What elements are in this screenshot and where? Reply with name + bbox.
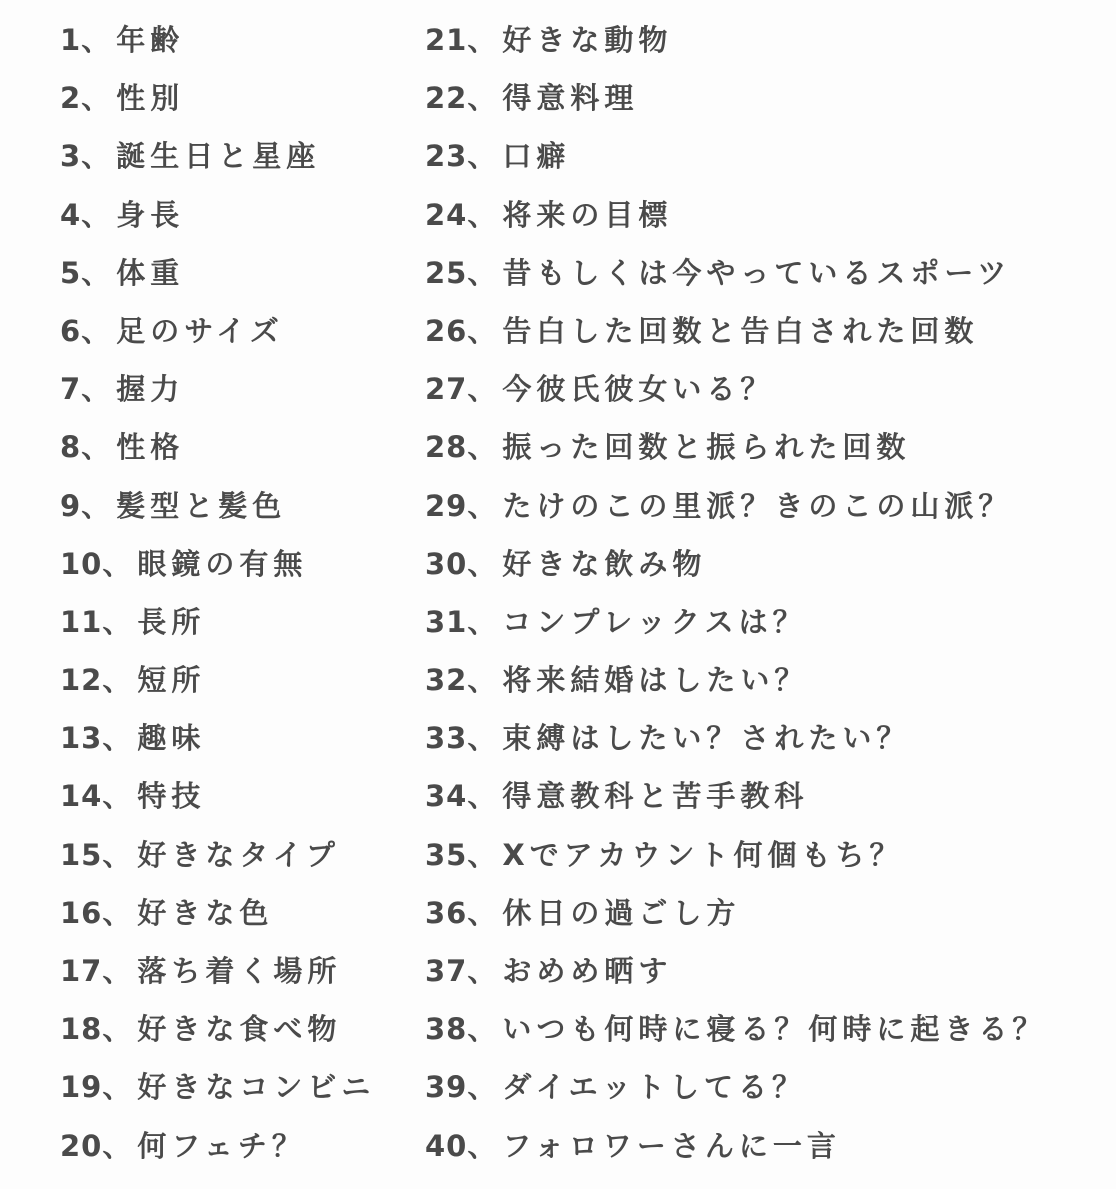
question-text: 好きな色: [137, 895, 274, 930]
question-text: 体重: [116, 255, 185, 290]
question-text: いつも何時に寝る？何時に起きる？: [502, 1012, 1047, 1047]
question-number: 30: [425, 546, 468, 581]
question-number: 6: [60, 313, 82, 348]
question-number: 18: [60, 1012, 103, 1047]
question-item: [425, 418, 1105, 476]
question-separator: 、: [102, 1128, 138, 1163]
question-text: たけのこの里派？きのこの山派？: [502, 488, 1013, 523]
question-separator: 、: [467, 255, 503, 290]
question-number: 16: [60, 895, 103, 930]
question-text: 落ち着く場所: [137, 954, 342, 988]
question-number: 4: [60, 197, 82, 232]
question-text: 休日の過ごし方: [502, 895, 741, 930]
question-text: 足のサイズ: [116, 313, 284, 348]
question-item: [425, 942, 1105, 1000]
question-item: [60, 186, 410, 244]
question-text: 好きな飲み物: [502, 546, 707, 581]
question-item: [60, 69, 410, 127]
question-item: [425, 360, 1105, 418]
question-item: [60, 651, 410, 709]
question-item: [60, 826, 410, 884]
question-text: 好きな動物: [502, 23, 673, 57]
question-item: [425, 1000, 1105, 1058]
question-separator: 、: [467, 139, 503, 174]
question-item: [425, 11, 1105, 69]
question-number: 27: [425, 372, 468, 407]
question-item: [425, 477, 1105, 535]
question-text: 好きなタイプ: [137, 837, 340, 872]
question-item: [60, 884, 410, 942]
question-separator: 、: [102, 895, 138, 930]
question-separator: 、: [467, 779, 503, 814]
question-separator: 、: [467, 488, 503, 523]
question-item: [425, 651, 1105, 709]
question-text: 好きなコンビニ: [137, 1070, 376, 1105]
question-separator: 、: [467, 721, 503, 756]
question-number: 25: [425, 255, 468, 290]
question-item: [425, 826, 1105, 884]
question-text: 将来の目標: [502, 197, 673, 232]
question-number: 12: [60, 663, 103, 698]
question-separator: 、: [467, 546, 503, 581]
question-number: 13: [60, 721, 103, 756]
question-separator: 、: [81, 430, 117, 465]
question-number: 37: [425, 954, 468, 988]
question-number: 40: [425, 1128, 468, 1163]
question-item: [60, 127, 410, 185]
question-number: 20: [60, 1128, 103, 1163]
question-text: 特技: [137, 779, 206, 814]
question-text: 握力: [116, 372, 185, 407]
question-item: [425, 302, 1105, 360]
question-item: [60, 477, 410, 535]
question-text: 得意料理: [502, 81, 639, 116]
question-column-right: [425, 11, 1105, 1175]
question-number: 19: [60, 1070, 103, 1105]
question-separator: 、: [81, 139, 117, 174]
question-number: 11: [60, 604, 103, 639]
question-text: 好きな食べ物: [137, 1012, 342, 1047]
question-text: 昔もしくは今やっているスポーツ: [502, 255, 1012, 290]
question-separator: 、: [102, 604, 138, 639]
question-item: [60, 360, 410, 418]
question-text: 今彼氏彼女いる？: [502, 372, 775, 407]
question-text: 告白した回数と告白された回数: [502, 313, 979, 348]
question-text: 短所: [137, 663, 206, 698]
question-separator: 、: [467, 372, 503, 407]
question-item: [425, 244, 1105, 302]
question-text: 長所: [137, 604, 206, 639]
question-number: 3: [60, 139, 82, 174]
question-number: 1: [60, 23, 82, 57]
question-item: [425, 127, 1105, 185]
question-separator: 、: [467, 895, 503, 930]
question-number: 9: [60, 488, 82, 523]
question-number: 10: [60, 546, 103, 581]
question-number: 5: [60, 255, 82, 290]
question-separator: 、: [102, 837, 138, 872]
question-separator: 、: [467, 313, 503, 348]
question-number: 14: [60, 779, 103, 814]
question-item: [60, 593, 410, 651]
question-item: [425, 709, 1105, 767]
question-separator: 、: [467, 1128, 503, 1163]
question-number: 17: [60, 954, 103, 988]
question-number: 2: [60, 81, 82, 116]
question-separator: 、: [81, 488, 117, 523]
question-separator: 、: [102, 779, 138, 814]
question-item: [425, 69, 1105, 127]
question-separator: 、: [81, 81, 117, 116]
question-number: 7: [60, 372, 82, 407]
question-number: 31: [425, 604, 468, 639]
question-column-left: [60, 11, 410, 1175]
question-item: [60, 302, 410, 360]
question-item: [60, 535, 410, 593]
question-number: 8: [60, 430, 82, 465]
question-item: [60, 418, 410, 476]
question-item: [60, 1000, 410, 1058]
question-separator: 、: [467, 430, 503, 465]
question-separator: 、: [467, 1012, 503, 1047]
question-separator: 、: [102, 721, 138, 756]
question-separator: 、: [467, 663, 503, 698]
question-text: フォロワーさんに一言: [502, 1128, 841, 1163]
question-number: 36: [425, 895, 468, 930]
question-separator: 、: [467, 197, 503, 232]
question-item: [425, 767, 1105, 825]
question-item: [425, 186, 1105, 244]
question-item: [425, 593, 1105, 651]
question-item: [425, 884, 1105, 942]
question-separator: 、: [81, 23, 117, 57]
question-number: 24: [425, 197, 468, 232]
question-number: 23: [425, 139, 468, 174]
question-separator: 、: [467, 81, 503, 116]
question-item: [60, 767, 410, 825]
question-number: 26: [425, 313, 468, 348]
question-text: 趣味: [137, 721, 206, 756]
question-text: 性格: [116, 430, 185, 465]
question-separator: 、: [81, 372, 117, 407]
question-text: おめめ晒す: [502, 954, 673, 988]
question-number: 29: [425, 488, 468, 523]
question-number: 21: [425, 23, 468, 57]
question-item: [425, 535, 1105, 593]
question-separator: 、: [102, 1012, 138, 1047]
question-item: [60, 11, 410, 69]
question-separator: 、: [467, 1070, 503, 1105]
question-item: [60, 1117, 410, 1175]
question-separator: 、: [467, 23, 503, 57]
question-text: ダイエットしてる？: [502, 1070, 807, 1105]
question-text: 何フェチ？: [137, 1128, 306, 1163]
question-separator: 、: [81, 255, 117, 290]
question-text: 眼鏡の有無: [137, 546, 308, 581]
question-separator: 、: [102, 546, 138, 581]
question-item: [60, 1058, 410, 1116]
question-number: 39: [425, 1070, 468, 1105]
question-text: 束縛はしたい？されたい？: [502, 721, 911, 756]
question-item: [425, 1117, 1105, 1175]
question-text: 性別: [116, 81, 185, 116]
question-separator: 、: [81, 197, 117, 232]
question-text: 得意教科と苦手教科: [502, 779, 809, 814]
question-number: 22: [425, 81, 468, 116]
question-item: [60, 244, 410, 302]
question-number: 15: [60, 837, 103, 872]
question-number: 32: [425, 663, 468, 698]
question-separator: 、: [467, 837, 503, 872]
question-number: 38: [425, 1012, 468, 1047]
question-text: 年齢: [116, 23, 185, 57]
question-item: [60, 709, 410, 767]
question-number: 34: [425, 779, 468, 814]
question-text: 身長: [116, 197, 185, 232]
question-number: 33: [425, 721, 468, 756]
question-separator: 、: [102, 954, 138, 988]
question-text: 将来結婚はしたい？: [502, 663, 809, 698]
question-separator: 、: [81, 313, 117, 348]
question-number: 28: [425, 430, 468, 465]
question-text: 髪型と髪色: [116, 488, 287, 523]
question-separator: 、: [467, 604, 503, 639]
question-separator: 、: [467, 954, 503, 988]
question-text: 誕生日と星座: [116, 139, 321, 174]
question-text: コンプレックスは？: [502, 604, 807, 639]
question-separator: 、: [102, 1070, 138, 1105]
question-number: 35: [425, 837, 468, 872]
question-text: 口癖: [502, 139, 571, 174]
question-item: [425, 1058, 1105, 1116]
question-text: Xでアカウント何個もち？: [502, 837, 904, 872]
question-item: [60, 942, 410, 1000]
question-text: 振った回数と振られた回数: [502, 430, 911, 465]
question-separator: 、: [102, 663, 138, 698]
